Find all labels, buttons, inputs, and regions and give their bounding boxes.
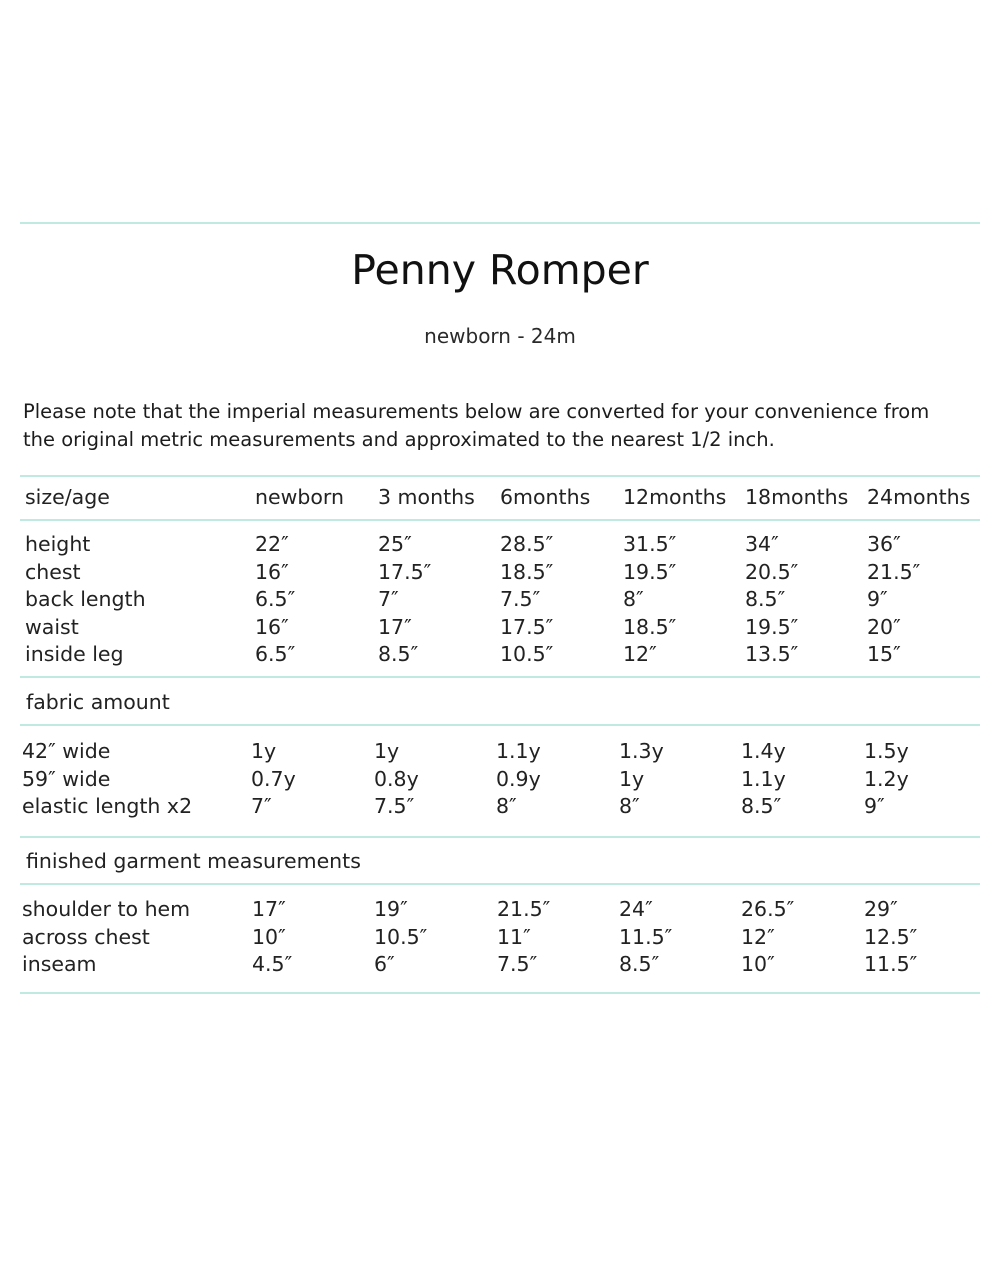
body-measurement-cell: 6.5″ — [255, 642, 296, 666]
fabric-amount-row-label: 59″ wide — [22, 766, 111, 791]
finished-measurement-cell: 12.5″ — [864, 924, 918, 949]
finished-garment-label: finished garment measurements — [26, 849, 361, 873]
conversion-note-line-1: Please note that the imperial measurements below are converted for your convenience from — [23, 400, 930, 423]
body-measurement-row-label: inside leg — [25, 642, 124, 666]
header-cell: 12months — [623, 485, 727, 509]
body-measurement-cell: 8.5″ — [378, 642, 419, 666]
header-cell: 6months — [500, 485, 591, 509]
header-cell: 18months — [745, 485, 849, 509]
finished-measurement-cell: 11.5″ — [619, 924, 673, 949]
fabric-amount-cell: 0.9y — [496, 766, 541, 791]
top-divider — [20, 222, 980, 224]
fabric-amount-cell: 7.5″ — [374, 794, 415, 818]
fabric-amount-cell: 8″ — [496, 794, 517, 818]
body-measurement-cell: 17.5″ — [500, 614, 554, 639]
body-measurement-cell: 12″ — [623, 642, 657, 666]
body-measurement-cell: 21.5″ — [867, 559, 921, 584]
body-measurement-cell: 10.5″ — [500, 642, 554, 666]
fabric-amount-row-label: elastic length x2 — [22, 794, 193, 818]
fabric-amount-cell: 9″ — [864, 794, 885, 818]
body-measurement-cell: 36″ — [867, 532, 901, 556]
fabric-amount-cell: 1y — [374, 739, 400, 763]
body-measurement-cell: 7.5″ — [500, 587, 541, 611]
fabric-amount-divider — [20, 836, 980, 838]
finished-measurement-cell: 26.5″ — [741, 897, 795, 921]
finished-measurement-row-label: inseam — [22, 952, 97, 976]
body-measurement-cell: 20.5″ — [745, 559, 799, 584]
finished-label-divider — [20, 883, 980, 885]
body-measurement-cell: 31.5″ — [623, 532, 677, 556]
finished-measurement-cell: 21.5″ — [497, 897, 551, 921]
header-cell: 3 months — [378, 485, 475, 509]
finished-measurement-cell: 7.5″ — [497, 952, 538, 976]
header-top-divider — [20, 475, 980, 477]
finished-measurement-cell: 10″ — [741, 952, 775, 976]
finished-measurement-cell: 24″ — [619, 897, 653, 921]
finished-measurement-row-label: shoulder to hem — [22, 897, 191, 921]
fabric-amount-cell: 1.5y — [864, 739, 909, 763]
body-measurements-divider — [20, 676, 980, 678]
body-measurement-cell: 28.5″ — [500, 532, 554, 556]
body-measurement-cell: 13.5″ — [745, 642, 799, 666]
body-measurement-row-label: chest — [25, 559, 81, 584]
finished-measurement-cell: 17″ — [252, 897, 286, 921]
body-measurement-cell: 8″ — [623, 587, 644, 611]
header-label-cell: size/age — [25, 485, 110, 509]
finished-measurement-row-label: across chest — [22, 924, 150, 949]
finished-measurement-cell: 6″ — [374, 952, 395, 976]
header-cell: newborn — [255, 485, 344, 509]
finished-measurement-cell: 11″ — [497, 924, 531, 949]
body-measurement-cell: 6.5″ — [255, 587, 296, 611]
finished-measurement-cell: 29″ — [864, 897, 898, 921]
body-measurement-row-label: height — [25, 532, 91, 556]
fabric-amount-cell: 1.1y — [741, 766, 786, 791]
fabric-amount-cell: 0.7y — [251, 766, 296, 791]
body-measurement-cell: 9″ — [867, 587, 888, 611]
fabric-amount-cell: 1y — [619, 766, 645, 791]
body-measurement-row-label: back length — [25, 587, 146, 611]
fabric-amount-cell: 1.4y — [741, 739, 786, 763]
body-measurement-cell: 16″ — [255, 559, 289, 584]
bottom-divider — [20, 992, 980, 994]
body-measurement-cell: 18.5″ — [623, 614, 677, 639]
fabric-amount-cell: 1.1y — [496, 739, 541, 763]
body-measurement-cell: 8.5″ — [745, 587, 786, 611]
finished-measurement-cell: 4.5″ — [252, 952, 293, 976]
fabric-amount-cell: 0.8y — [374, 766, 419, 791]
fabric-label-divider — [20, 724, 980, 726]
size-range-subtitle: newborn - 24m — [424, 324, 576, 348]
body-measurement-row-label: waist — [25, 614, 79, 639]
body-measurement-cell: 19.5″ — [745, 614, 799, 639]
body-measurement-cell: 20″ — [867, 614, 901, 639]
fabric-amount-cell: 7″ — [251, 794, 272, 818]
finished-measurement-cell: 10″ — [252, 924, 286, 949]
fabric-amount-cell: 8″ — [619, 794, 640, 818]
body-measurement-cell: 25″ — [378, 532, 412, 556]
conversion-note-line-2: the original metric measurements and approximated to the nearest 1/2 inch. — [23, 428, 775, 451]
finished-measurement-cell: 19″ — [374, 897, 408, 921]
body-measurement-cell: 18.5″ — [500, 559, 554, 584]
body-measurement-cell: 15″ — [867, 642, 901, 666]
body-measurement-cell: 17″ — [378, 614, 412, 639]
conversion-note — [23, 398, 988, 454]
body-measurement-cell: 16″ — [255, 614, 289, 639]
finished-measurement-cell: 11.5″ — [864, 952, 918, 976]
fabric-amount-cell: 1.3y — [619, 739, 664, 763]
body-measurement-cell: 7″ — [378, 587, 399, 611]
body-measurement-cell: 34″ — [745, 532, 779, 556]
fabric-amount-cell: 8.5″ — [741, 794, 782, 818]
fabric-amount-row-label: 42″ wide — [22, 739, 111, 763]
finished-measurement-cell: 12″ — [741, 924, 775, 949]
body-measurement-cell: 19.5″ — [623, 559, 677, 584]
body-measurement-cell: 17.5″ — [378, 559, 432, 584]
body-measurement-cell: 22″ — [255, 532, 289, 556]
finished-measurement-cell: 8.5″ — [619, 952, 660, 976]
page-title: Penny Romper — [351, 246, 649, 294]
fabric-amount-cell: 1y — [251, 739, 277, 763]
fabric-amount-label: fabric amount — [26, 690, 170, 714]
fabric-amount-cell: 1.2y — [864, 766, 909, 791]
header-cell: 24months — [867, 485, 971, 509]
finished-measurement-cell: 10.5″ — [374, 924, 428, 949]
header-bottom-divider — [20, 519, 980, 521]
